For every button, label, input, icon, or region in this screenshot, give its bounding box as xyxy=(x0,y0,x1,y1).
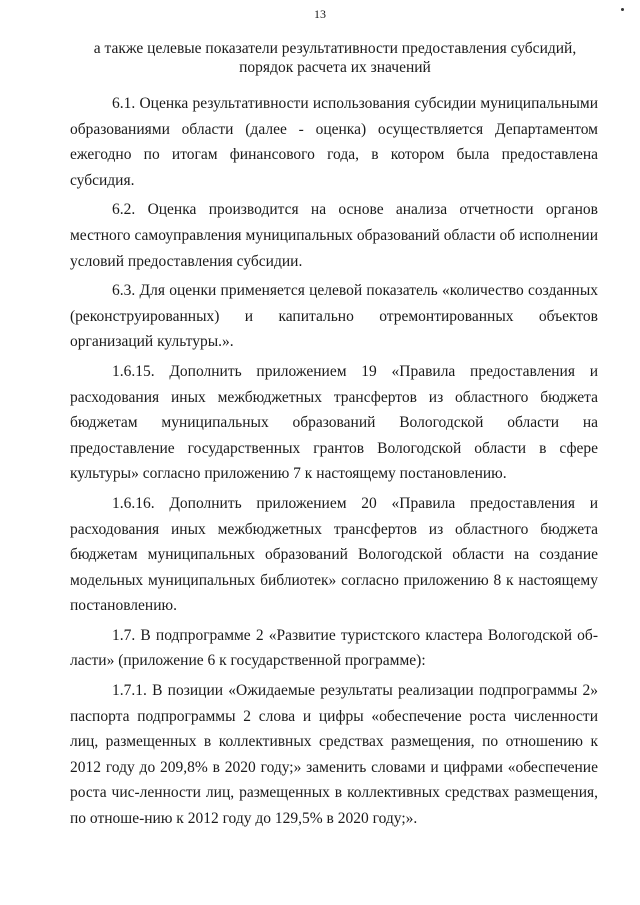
section-heading-line-2: порядок расчета их значений xyxy=(239,59,431,76)
page-number: 13 xyxy=(314,7,326,21)
section-heading-line-1: а также целевые показатели результативности предоставления субсидий, xyxy=(93,40,577,57)
paragraph-1-7-1: 1.7.1. В позиции «Ожидаемые результаты реализации подпрограммы 2» паспорта подпрограммы 2 слова и цифры «обеспечение роста численности лиц, размещенных в коллективных средствах размещения, по отношению к 2012 году до 209,8% в 2020 году;» заменить словами и цифрами «обеспечение роста чис-ленности лиц, размещенных в коллективных средствах размещения, по отноше-нию к 2012 году до 129,5% в 2020 году;». xyxy=(70,682,598,828)
paragraph-6-3: 6.3. Для оценки применяется целевой показатель «количество созданных (реконструированных) и капитально отремонтированных объектов организаций культуры.». xyxy=(70,282,598,351)
scan-dot-mark xyxy=(621,8,624,11)
document-body xyxy=(70,91,598,836)
paragraph-1-7: 1.7. В подпрограмме 2 «Развитие туристского кластера Вологодской об-ласти» (приложение 6 к государственной программе): xyxy=(70,626,598,670)
section-heading xyxy=(70,39,600,77)
paragraph-6-2: 6.2. Оценка производится на основе анализа отчетности органов местного самоуправления муниципальных образований области об исполнении условий предоставления субсидии. xyxy=(70,201,598,270)
paragraph-1-6-15: 1.6.15. Дополнить приложением 19 «Правила предоставления и расходования иных межбюджетных трансфертов из областного бюджета бюджетам муниципальных образований Вологодской области на предоставление государственных грантов Вологодской области в сфере культуры» согласно приложению 7 к настоящему постановлению. xyxy=(70,362,598,483)
paragraph-1-6-16: 1.6.16. Дополнить приложением 20 «Правила предоставления и расходования иных межбюджетных трансфертов из областного бюджета бюджетам муниципальных образований Вологодской области на создание модельных муниципальных библиотек» согласно приложению 8 к настоящему постановлению. xyxy=(70,494,598,615)
paragraph-6-1: 6.1. Оценка результативности использования субсидии муниципальными образованиями области (далее - оценка) осуществляется Департаментом ежегодно по итогам финансового года, в котором была предоставлена субсидия. xyxy=(70,95,598,189)
